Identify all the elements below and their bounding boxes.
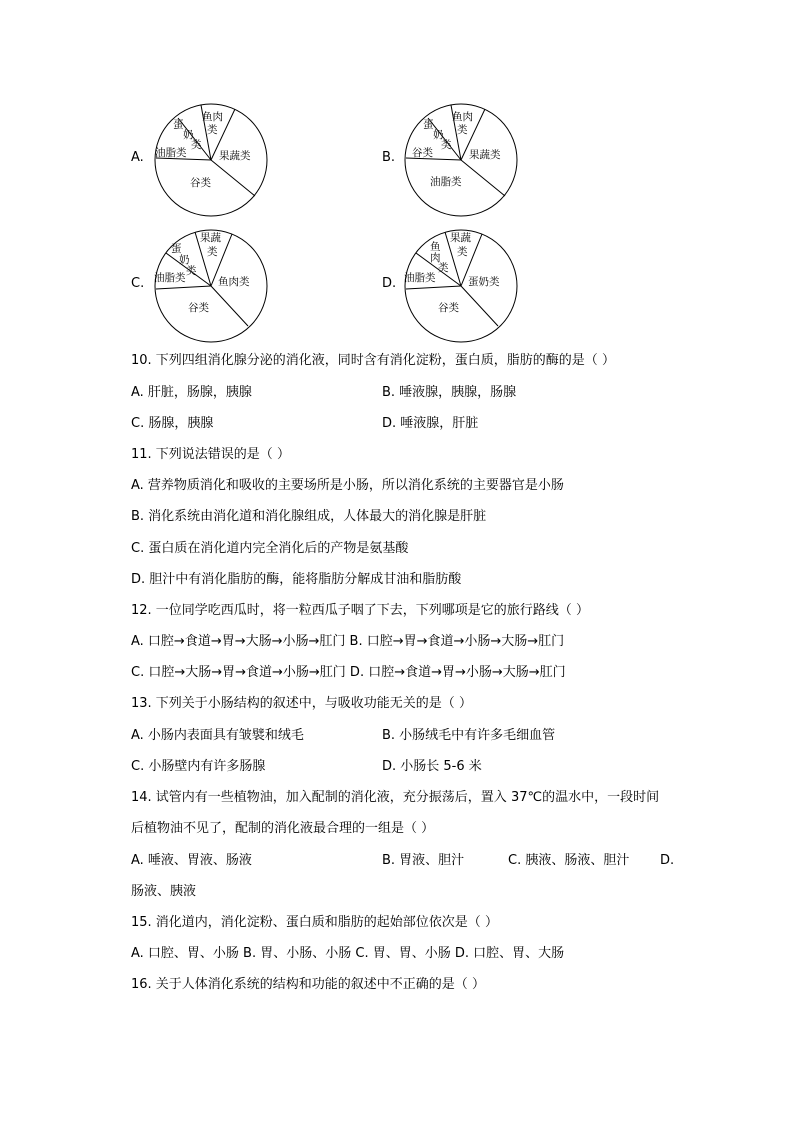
pie-label: 油脂类 (430, 176, 462, 188)
option-c[interactable]: C. 胰液、肠液、胆汁 (508, 853, 630, 868)
pie-label: 谷类 (412, 147, 433, 159)
pie-label: 鱼肉 (202, 111, 223, 123)
pie-chart (152, 101, 270, 219)
option-b[interactable]: B. 消化系统由消化道和消化腺组成，人体最大的消化腺是肝脏 (131, 509, 487, 524)
pie-label: 油脂类 (154, 272, 186, 284)
pie-label: 类 (457, 246, 468, 258)
option-letter: D. (382, 276, 397, 291)
pie-label: 类 (191, 139, 202, 151)
pie-label: 奶 (179, 254, 190, 266)
options-cd[interactable]: C. 口腔→大肠→胃→食道→小肠→肛门 D. 口腔→食道→胃→小肠→大肠→肛门 (131, 665, 566, 680)
question-stem: 13. 下列关于小肠结构的叙述中，与吸收功能无关的是（ ） (131, 696, 472, 711)
pie-label: 果蔬 (450, 232, 471, 244)
pie-label: 类 (438, 262, 449, 274)
pie-label: 果蔬类 (219, 150, 251, 162)
pie-label: 谷类 (188, 302, 209, 314)
question-stem: 12. 一位同学吃西瓜时，将一粒西瓜子咽了下去，下列哪项是它的旅行路线（ ） (131, 603, 589, 618)
pie-label: 鱼肉类 (218, 276, 250, 288)
pie-label: 果蔬类 (469, 149, 501, 161)
option-letter: B. (382, 150, 396, 165)
pie-label: 油脂类 (155, 147, 187, 159)
option-a[interactable]: A. 唾液、胃液、肠液 (131, 853, 252, 868)
options-row[interactable]: A. 口腔、胃、小肠 B. 胃、小肠、小肠 C. 胃、胃、小肠 D. 口腔、胃、大肠 (131, 946, 565, 961)
pie-label: 类 (207, 246, 218, 258)
pie-label: 肉 (430, 252, 441, 264)
option-c[interactable]: C. 肠腺，胰腺 (131, 416, 214, 431)
pie-chart (402, 101, 520, 219)
option-b[interactable]: B. 小肠绒毛中有许多毛细血管 (382, 728, 556, 743)
pie-label: 鱼肉 (452, 111, 473, 123)
pie-label: 类 (186, 265, 197, 277)
pie-label: 类 (441, 139, 452, 151)
pie-label: 鱼 (430, 241, 441, 253)
option-c[interactable]: C. 小肠壁内有许多肠腺 (131, 759, 266, 774)
pie-label: 蛋奶类 (468, 276, 500, 288)
option-d[interactable]: D. 胆汁中有消化脂肪的酶，能将脂肪分解成甘油和脂肪酸 (131, 572, 462, 587)
pie-label: 蛋 (423, 119, 434, 131)
option-d-cont[interactable]: 肠液、胰液 (131, 884, 197, 899)
question-stem: 15. 消化道内，消化淀粉、蛋白质和脂肪的起始部位依次是（ ） (131, 915, 498, 930)
option-b[interactable]: B. 唾液腺，胰腺，肠腺 (382, 385, 517, 400)
option-b[interactable]: B. 胃液、胆汁 (382, 853, 465, 868)
pie-label: 蛋 (171, 243, 182, 255)
option-a[interactable]: A. 肝脏，肠腺，胰腺 (131, 385, 252, 400)
options-ab[interactable]: A. 口腔→食道→胃→大肠→小肠→肛门 B. 口腔→胃→食道→小肠→大肠→肛门 (131, 634, 565, 649)
pie-chart (152, 227, 270, 345)
pie-label: 蛋 (173, 119, 184, 131)
option-a[interactable]: A. 小肠内表面具有皱襞和绒毛 (131, 728, 304, 743)
pie-label: 奶 (183, 129, 194, 141)
pie-label: 谷类 (438, 302, 459, 314)
pie-label: 奶 (433, 129, 444, 141)
question-stem: 16. 关于人体消化系统的结构和功能的叙述中不正确的是（ ） (131, 977, 485, 992)
pie-label: 果蔬 (200, 232, 221, 244)
option-d[interactable]: D. 小肠长 5-6 米 (382, 759, 482, 774)
pie-label: 谷类 (190, 177, 211, 189)
question-stem-cont: 后植物油不见了，配制的消化液最合理的一组是（ ） (131, 821, 435, 836)
question-stem: 14. 试管内有一些植物油，加入配制的消化液，充分振荡后，置入 37℃的温水中，一段时间 (131, 790, 660, 805)
option-c[interactable]: C. 蛋白质在消化道内完全消化后的产物是氨基酸 (131, 541, 409, 556)
question-stem: 11. 下列说法错误的是（ ） (131, 447, 290, 462)
option-d[interactable]: D. 唾液腺，肝脏 (382, 416, 479, 431)
option-letter: C. (131, 276, 145, 291)
pie-label: 类 (207, 124, 218, 136)
pie-label: 类 (457, 124, 468, 136)
option-letter: A. (131, 150, 144, 165)
pie-chart (402, 227, 520, 345)
question-stem: 10. 下列四组消化腺分泌的消化液，同时含有消化淀粉，蛋白质，脂肪的酶的是（ ） (131, 353, 615, 368)
option-d[interactable]: D. (660, 853, 675, 868)
pie-label: 油脂类 (404, 272, 436, 284)
option-a[interactable]: A. 营养物质消化和吸收的主要场所是小肠，所以消化系统的主要器官是小肠 (131, 478, 564, 493)
